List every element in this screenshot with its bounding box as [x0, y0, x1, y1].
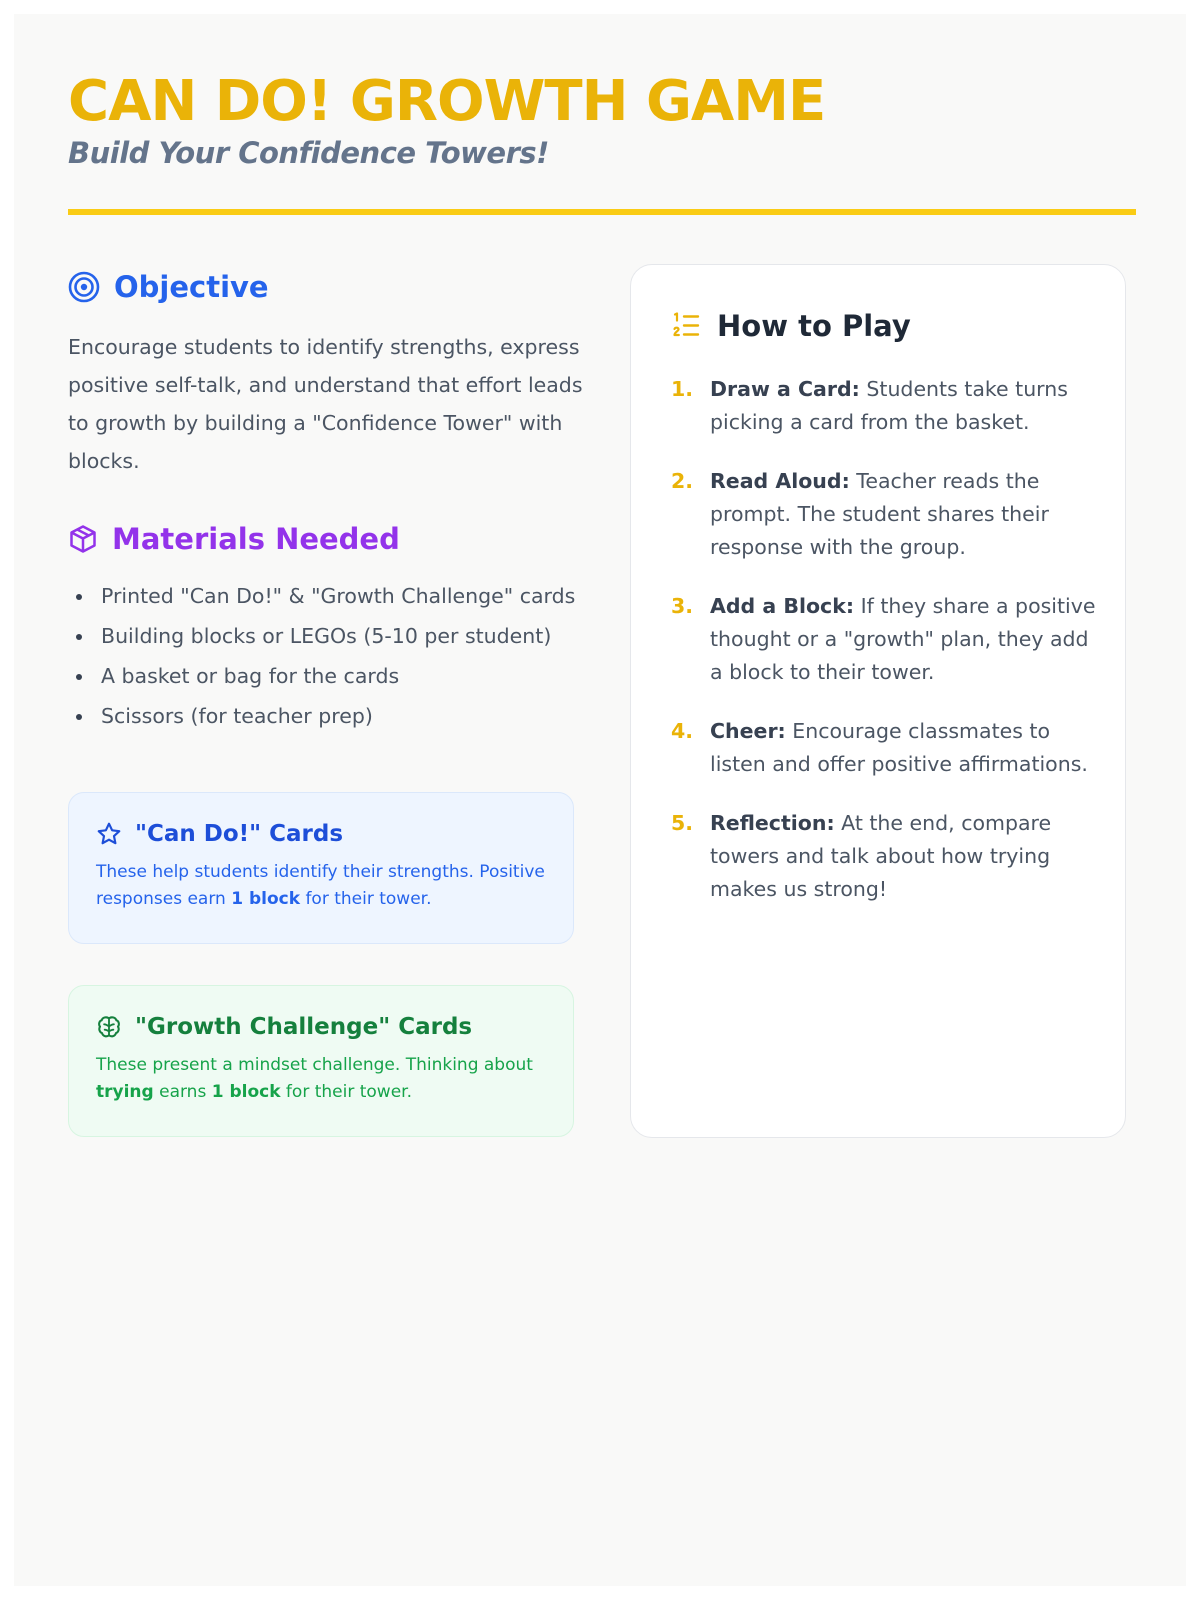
can-do-card-text: These help students identify their strengths. Positive responses earn 1 block for their tower.	[96, 862, 545, 909]
growth-card-text: These present a mindset challenge. Thinking about trying earns 1 block for their tower.	[96, 1055, 533, 1102]
step-item	[671, 590, 1101, 689]
step-title: Reflection:	[710, 811, 835, 835]
page-title: CAN DO! GROWTH GAME	[68, 69, 826, 134]
step-text: Students take turns picking a card from the basket.	[710, 377, 1068, 434]
step-number: 3.	[671, 594, 694, 618]
steps-list	[671, 373, 1101, 932]
emphasis-text: trying	[96, 1082, 154, 1102]
step-title: Read Aloud:	[710, 469, 850, 493]
can-do-card	[68, 792, 574, 944]
numbered-list-icon	[671, 311, 701, 341]
growth-challenge-card	[68, 985, 574, 1137]
target-icon	[68, 271, 100, 303]
block-count: 1 block	[211, 1082, 281, 1102]
materials-title: Materials Needed	[112, 522, 400, 556]
growth-card-heading	[96, 1014, 547, 1040]
how-to-play-title: How to Play	[717, 309, 911, 343]
how-to-play-panel	[630, 264, 1126, 1138]
step-item	[671, 715, 1101, 781]
step-number: 2.	[671, 469, 694, 493]
step-title: Cheer:	[710, 719, 786, 743]
handout-page	[14, 14, 1186, 1586]
list-item: Scissors (for teacher prep)	[68, 699, 588, 733]
title-divider	[68, 209, 1136, 215]
step-item	[671, 807, 1101, 906]
step-title: Draw a Card:	[710, 377, 860, 401]
can-do-card-heading	[96, 821, 547, 847]
step-text: If they share a positive thought or a "growth" plan, they add a block to their tower.	[710, 594, 1096, 684]
step-title: Add a Block:	[710, 594, 855, 618]
box-icon	[68, 524, 98, 554]
star-icon	[96, 821, 122, 847]
list-item: Printed "Can Do!" & "Growth Challenge" cards	[68, 579, 588, 613]
materials-heading	[68, 522, 400, 556]
step-number: 1.	[671, 377, 694, 401]
brain-icon	[96, 1014, 122, 1040]
list-item: A basket or bag for the cards	[68, 659, 588, 693]
objective-title: Objective	[114, 270, 269, 304]
step-text: Encourage classmates to listen and offer positive affirmations.	[710, 719, 1088, 776]
can-do-card-title: "Can Do!" Cards	[135, 821, 344, 847]
growth-card-title: "Growth Challenge" Cards	[135, 1014, 473, 1040]
step-number: 5.	[671, 811, 694, 835]
step-text: At the end, compare towers and talk about how trying makes us strong!	[710, 811, 1052, 901]
list-item: Building blocks or LEGOs (5-10 per student)	[68, 619, 588, 653]
step-item	[671, 465, 1101, 564]
block-count: 1 block	[231, 889, 301, 909]
step-number: 4.	[671, 719, 694, 743]
objective-text: Encourage students to identify strengths, express positive self-talk, and understand that effort leads to growth by building a "Confidence Tower" with blocks.	[68, 335, 583, 473]
step-text: Teacher reads the prompt. The student shares their response with the group.	[710, 469, 1049, 559]
materials-list	[68, 579, 588, 739]
step-item	[671, 373, 1101, 439]
how-to-play-heading	[671, 309, 911, 343]
objective-heading	[68, 270, 269, 304]
page-subtitle: Build Your Confidence Towers!	[68, 136, 549, 170]
